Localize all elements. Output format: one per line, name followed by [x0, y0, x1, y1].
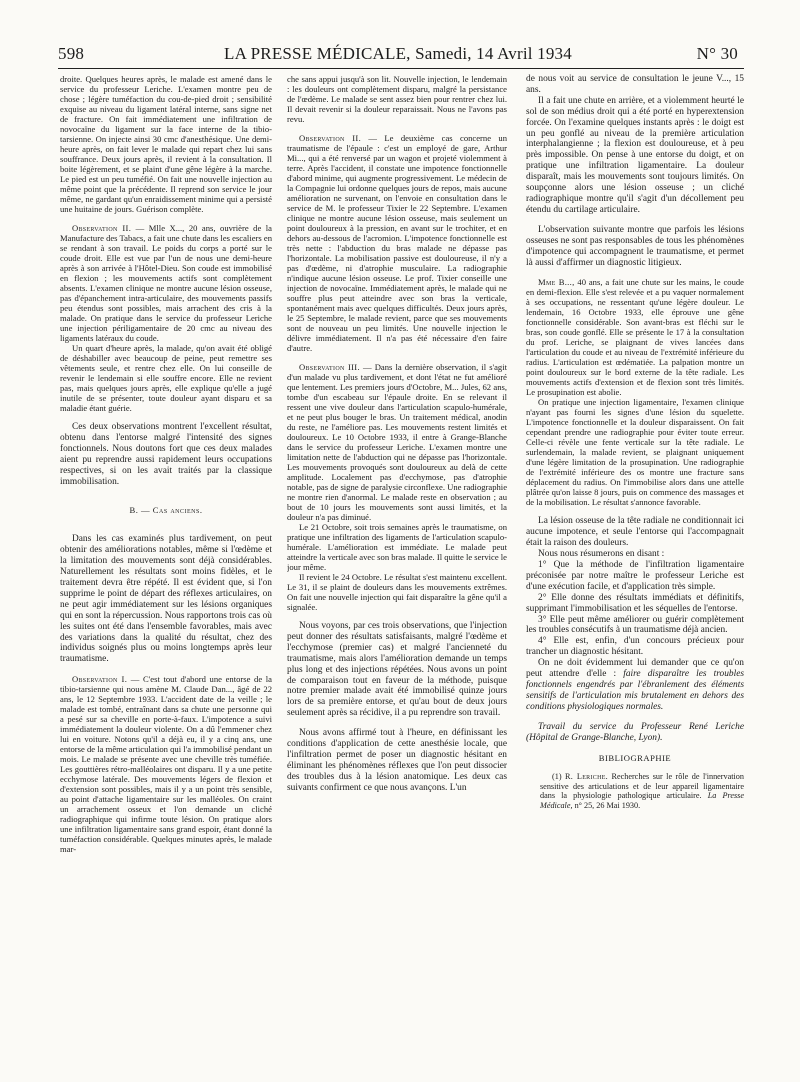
- paragraph: On pratique une injection ligamentaire, l'examen clinique n'ayant pas fourni les signes d'une lésion du squelette. L'impotence fonctionnelle et la douleur disparaissent. On fait cependant prendre une radiographie pour éviter toute erreur. Celle-ci révèle une fente verticale sur la tête radiale. Le surlendemain, la malade revient, se plaignant uniquement d'une légère limitation de la prosupination. Une radiographie de l'extrémité inférieure des os montre une fracture sans déplacement du radius. On l'immobilise alors dans une attelle plâtrée qu'on laisse 8 jours, puis on commence des massages et de la mobilisation. Le résultat s'annonce favorable.: [526, 397, 744, 508]
- paragraph: Nous avons affirmé tout à l'heure, en définissant les conditions d'application de cette anesthésie locale, que l'infiltration permet de poser un diagnostic hésitant en éliminant les phénomènes réflexes que l'on peut dissocier des troubles dus à la lésion anatomique. Les deux cas suivants confirment ce que nous avançons. L'un: [287, 728, 507, 793]
- conclusion-item: 1° Que la méthode de l'infiltration ligamentaire préconisée par notre maître le professeur Leriche est d'une exécution facile, et d'application très simple.: [526, 560, 744, 592]
- page-header: [58, 44, 738, 66]
- bibliography-heading: BIBLIOGRAPHIE: [598, 752, 672, 763]
- paragraph: [526, 658, 744, 713]
- paragraph: Ces deux observations montrent l'excellent résultat, obtenu dans l'entorse malgré l'intensité des signes fonctionnels. Nous doutons fort que ces deux malades aient pu reprendre aussi rapidement leurs occupations respectives, si on les avait traités par la classique immobilisation.: [60, 422, 272, 487]
- credit-line: Travail du service du Professeur René Leriche (Hôpital de Grange-Blanche, Lyon).: [526, 721, 744, 743]
- conclusion-item: 4° Elle est, enfin, d'un concours précieux pour trancher un diagnostic hésitant.: [526, 636, 744, 658]
- paragraph: L'observation suivante montre que parfois les lésions osseuses ne sont pas responsables de tous les phénomènes d'impotence qui accompagnent le traumatisme, et permet là aussi d'affirmer un diagnostic litigieux.: [526, 224, 744, 268]
- observation-text: — Mlle X..., 20 ans, ouvrière de la Manufacture des Tabacs, a fait une chute dans les escaliers en se rendant à son travail. Le poids du corps a porté sur le coude droit. Elle est vue par l'un de nous une demi-heure après à son arrivée à l'Hôtel-Dieu. Son coude est immobilisé en flexion ; les mouvements actifs sont complètement absents. L'examen clinique ne montre aucune lésion osseuse, pas d'épanchement intra-articulaire, des mouvements passifs peu étendus sont possibles, mais arrachent des cris à la malade. On pratique dans le service du professeur Leriche une injection périligamentaire de 20 cmc au niveau des ligaments latéraux du coude.: [60, 223, 272, 343]
- observation: [287, 362, 507, 522]
- paragraph: Le 21 Octobre, soit trois semaines après le traumatisme, on pratique une infiltration des ligaments de l'articulation scapulo-humérale. L'amélioration est immédiate. Le malade peut atteindre la verticale avec son bras malade. Il quitte le service le jour même.: [287, 522, 507, 572]
- journal-title: LA PRESSE MÉDICALE, Samedi, 14 Avril 1934: [224, 44, 572, 63]
- observation-label: Observation I.: [72, 674, 128, 685]
- observation-label: Observation II.: [299, 133, 362, 143]
- paragraph: che sans appui jusqu'à son lit. Nouvelle injection, le lendemain : les douleurs ont complètement disparu, malgré la persistance de l'œdème. Le malade se sent assez bien pour rentrer chez lui. Il devait revenir si la douleur reparaissait. Nous ne l'avons pas revu.: [287, 74, 507, 124]
- conclusion-item: 3° Elle peut même améliorer ou guérir complètement les troubles consécutifs à un traumatisme déjà ancien.: [526, 614, 744, 636]
- conclusion-item: 2° Elle donne des résultats immédiats et définitifs, supprimant l'immobilisation et les séquelles de l'entorse.: [526, 592, 744, 614]
- observation: [60, 674, 272, 854]
- observation-text: — Dans la dernière observation, il s'agit d'un malade vu plus tardivement, et dont l'état ne fut amélioré que lentement. Les premiers jours d'Octobre, M... Jules, 62 ans, tombe d'un escabeau sur l'épaule droite. En se relevant il ressent une vive douleur dans l'articulation scapulo-humérale, et ne peut plus bouger le bras. Un traitement médical, anodin du reste, ne l'améliore pas. Les mouvements restent limités et douloureux. Le 10 Octobre 1933, il entre à Grange-Blanche dans le service du professeur Leriche. L'examen montre une limitation nette de l'abduction qui ne dépasse pas l'horizontale. Les mouvements provoqués sont douloureux au delà de cette amplitude. Localement pas d'ecchymose, pas d'atrophie notable, pas de signe de paralysie circonflexe. Une radiographie ne montre rien d'anormal. Le malade reste en observation ; au bout de 10 jours les mouvements sont aussi limités, et la douleur n'a pas diminué.: [287, 362, 507, 522]
- observation-label: Mme B...,: [538, 277, 575, 288]
- paragraph: Nous nous résumerons en disant :: [538, 549, 665, 560]
- column-3: [526, 74, 744, 1074]
- observation-text: — C'est tout d'abord une entorse de la tibio-tarsienne qui nous amène M. Claude Dan..., âgé de 22 ans, le 12 Septembre 1933. L'accident date de la veille ; le malade est tombé, entraînant dans sa chute une personne qui a pesé sur sa cheville en porte-à-faux. L'impotence a suivi immédiatement la douleur violente. On a dû l'emmener chez lui en voiture. Notons qu'il a déjà eu, il y a cinq ans, une entorse de la même articulation qui l'a immobilisé pendant un mois. Le malade se présente avec une cheville très tuméfiée. Les gouttières rétro-malléolaires ont disparu. Il y a une petite ecchymose latérale. Des mouvements légers de flexion et d'extension sont possibles, mais il y a un point très sensible, au point d'attache ligamentaire sur les malléoles. On craint un arrachement osseux et l'on demande un cliché radiographique qui infirme toute lésion. On pratique alors une infiltration ligamentaire sans grand espoir, étant donné la tuméfaction considérable. Quelques minutes après, le malade mar-: [60, 674, 272, 855]
- paragraph: La lésion osseuse de la tête radiale ne conditionnait ici aucune impotence, et seule l'entorse qui l'accompagnait était la raison des douleurs.: [526, 516, 744, 549]
- section-heading: B. — Cas anciens.: [129, 505, 203, 516]
- page-number: 598: [58, 44, 85, 63]
- observation: [526, 277, 744, 397]
- biblio-author: R. Leriche.: [565, 772, 609, 782]
- paragraph: Il revient le 24 Octobre. Le résultat s'est maintenu excellent. Le 31, il se plaint de douleurs dans les mouvements extrêmes. On fait une nouvelle injection qui fait disparaître la gêne qu'il a signalée.: [287, 572, 507, 612]
- paragraph: Nous voyons, par ces trois observations, que l'injection peut donner des résultats satisfaisants, malgré l'œdème et l'ecchymose (premier cas) et malgré l'ancienneté du traumatisme, mais alors l'amélioration demande un temps plus long et des injections répétées. Nous avons un point de comparaison tout en faveur de la méthode, puisque notre premier malade avait été immobilisé quinze jours lors de sa première entorse, et qu'au bout de deux jours seulement après sa récidive, il a pu reprendre son travail.: [287, 621, 507, 719]
- biblio-journal: La Presse Médicale,: [540, 791, 744, 810]
- observation-label: Observation II.: [72, 223, 132, 233]
- biblio-text: Recherches sur le rôle de l'innervation sensitive des articulations et de leur appareil ligamentaire dans la physiologie pathologique articulaire.: [540, 772, 744, 801]
- observation-label: Observation III.: [299, 362, 360, 372]
- observation: [287, 133, 507, 353]
- paragraph: Un quart d'heure après, la malade, qu'on avait été obligé de déshabiller avec beaucoup de peine, peut remettre ses vêtements seule, et rentre chez elle. On lui conseille de revenir le lendemain si elle souffre encore. Elle ne revient pas, mais quelques jours après, elle explique qu'elle a jugé inutile de se présenter, toute douleur ayant disparu et sa maladie étant guérie.: [60, 343, 272, 413]
- emphasis-text: faire disparaître les troubles fonctionnels engendrés par l'ébranlement des éléments sensitifs de l'articulation mis brutalement en dehors des conditions physiologiques normales.: [526, 669, 744, 712]
- paragraph: Dans les cas examinés plus tardivement, on peut obtenir des améliorations notables, même si l'œdème et la limitation des mouvements sont déjà considérables. Naturellement les résultats sont moins fidèles, et le traitement devra être répété. Il est évident que, si l'on supprime le point de départ des réflexes articulaires, on ne peut agir immédiatement sur les lésions organiques qui en sont la répercussion. Nous rapportons trois cas où les suites ont été dans l'ensemble favorables, mais avec des variations dans la qualité du résultat, chez des individus soignés plus ou moins longtemps après leur traumatisme.: [60, 534, 272, 665]
- paragraph-text: On ne doit évidemment lui demander que ce qu'on peut attendre d'elle :: [526, 658, 744, 680]
- biblio-reference: n° 25, 26 Mai 1930.: [572, 800, 641, 810]
- issue-number: N° 30: [696, 44, 738, 63]
- column-2: [287, 74, 507, 1074]
- bibliography-entry: [526, 772, 744, 810]
- paragraph: Il a fait une chute en arrière, et a violemment heurté le sol de son médius droit qui a été porté en hyperextension forcée. On l'examine quelques instants après : le doigt est un peu gonflé au niveau de la première articulation interphalangienne ; la flexion est douloureuse, et à peu près impossible. On pense à une entorse du doigt, et on pratique une infiltration ligamentaire. La douleur disparaît, mais les mouvements sont toujours limités. On soupçonne alors une lésion osseuse ; un cliché radiographique montre qu'il s'agit d'un décollement peu étendu du cartilage articulaire.: [526, 95, 744, 215]
- observation: [60, 223, 272, 343]
- observation-text: 40 ans, a fait une chute sur les mains, le coude en demi-flexion. Elle s'est relevée et a pu vaquer normalement à ses occupations, ne ressentant qu'une légère douleur. Le lendemain, 16 Octobre 1933, elle éprouve une gêne fonctionnelle considérable. Son avant-bras est fléchi sur le bras, son coude gonflé. Elle se présente le 17 à la consultation du prof. Leriche, se plaignant de vives lancées dans l'articulation du coude et au niveau de l'extrémité inférieure du radius. L'articulation est œdématiée. La palpation montre un point douloureux sur le bord externe de la tête radiale. Les mouvements actifs d'extension et de flexion sont très limités. Le prosupination est abolie.: [526, 277, 744, 398]
- paragraph: droite. Quelques heures après, le malade est amené dans le service du professeur Leriche. L'examen montre peu de chose ; légère tuméfaction du cou-de-pied droit ; sensibilité exquise au niveau du ligament latéral interne, sans signe net de fracture. On fait immédiatement une infiltration de novocaïne du ligament sur la face interne de la tibio-tarsienne. On injecte ainsi 30 cmc d'anesthésique. Une demi-heure après, on fait lever le malade qui repart chez lui sans souffrance. Deux jours après, il revient à la consultation. Il boite légèrement, et se plaint d'une gêne légère à la marche. Le pied est un peu tuméfié. On fait une nouvelle injection au même point que la précédente. Il reprend son service le jour même, ne gardant qu'un enraidissement minime qui a persisté une huitaine de jours. Guérison complète.: [60, 74, 272, 214]
- observation-text: — Le deuxième cas concerne un traumatisme de l'épaule : c'est un employé de gare, Arthur Mi..., qui a été renversé par un wagon et projeté violemment à terre. Après l'accident, il constate une impotence fonctionnelle d'abord minime, qui augmente progressivement. Le médecin de la Compagnie lui ordonne quelques jours de repos, mais aucune amélioration ne survenant, on l'envoie en consultation dans le service de M. le professeur Tixier le 22 Septembre. L'examen clinique ne montre aucune lésion osseuse, mais seulement un point douloureux à la pression, en avant sur le trochiter, et en dehors au-dessous de l'acromion. L'impotence fonctionnelle est très nette : l'abduction du bras malade ne dépasse pas l'horizontale. La mobilisation passive est douloureuse, il n'y a pas d'œdème, ni d'atrophie musculaire. La radiographie n'indique aucune lésion osseuse. Le prof. Tixier conseille une injection de novocaïne. Immédiatement après, le malade qui ne souffre plus peut atteindre avec son bras la verticale, spontanément mais avec quelques difficultés. Deux jours après, le 25 Septembre, le malade revient, parce que ses mouvements sont de nouveau un peu limités. Une nouvelle injection le délivre immédiatement. Il n'a pas été nécessaire d'en faire d'autre.: [287, 133, 507, 353]
- paragraph: de nous voit au service de consultation le jeune V..., 15 ans.: [526, 74, 744, 95]
- biblio-number: (1): [552, 772, 562, 782]
- header-rule: [58, 68, 744, 69]
- column-1: [60, 74, 272, 1074]
